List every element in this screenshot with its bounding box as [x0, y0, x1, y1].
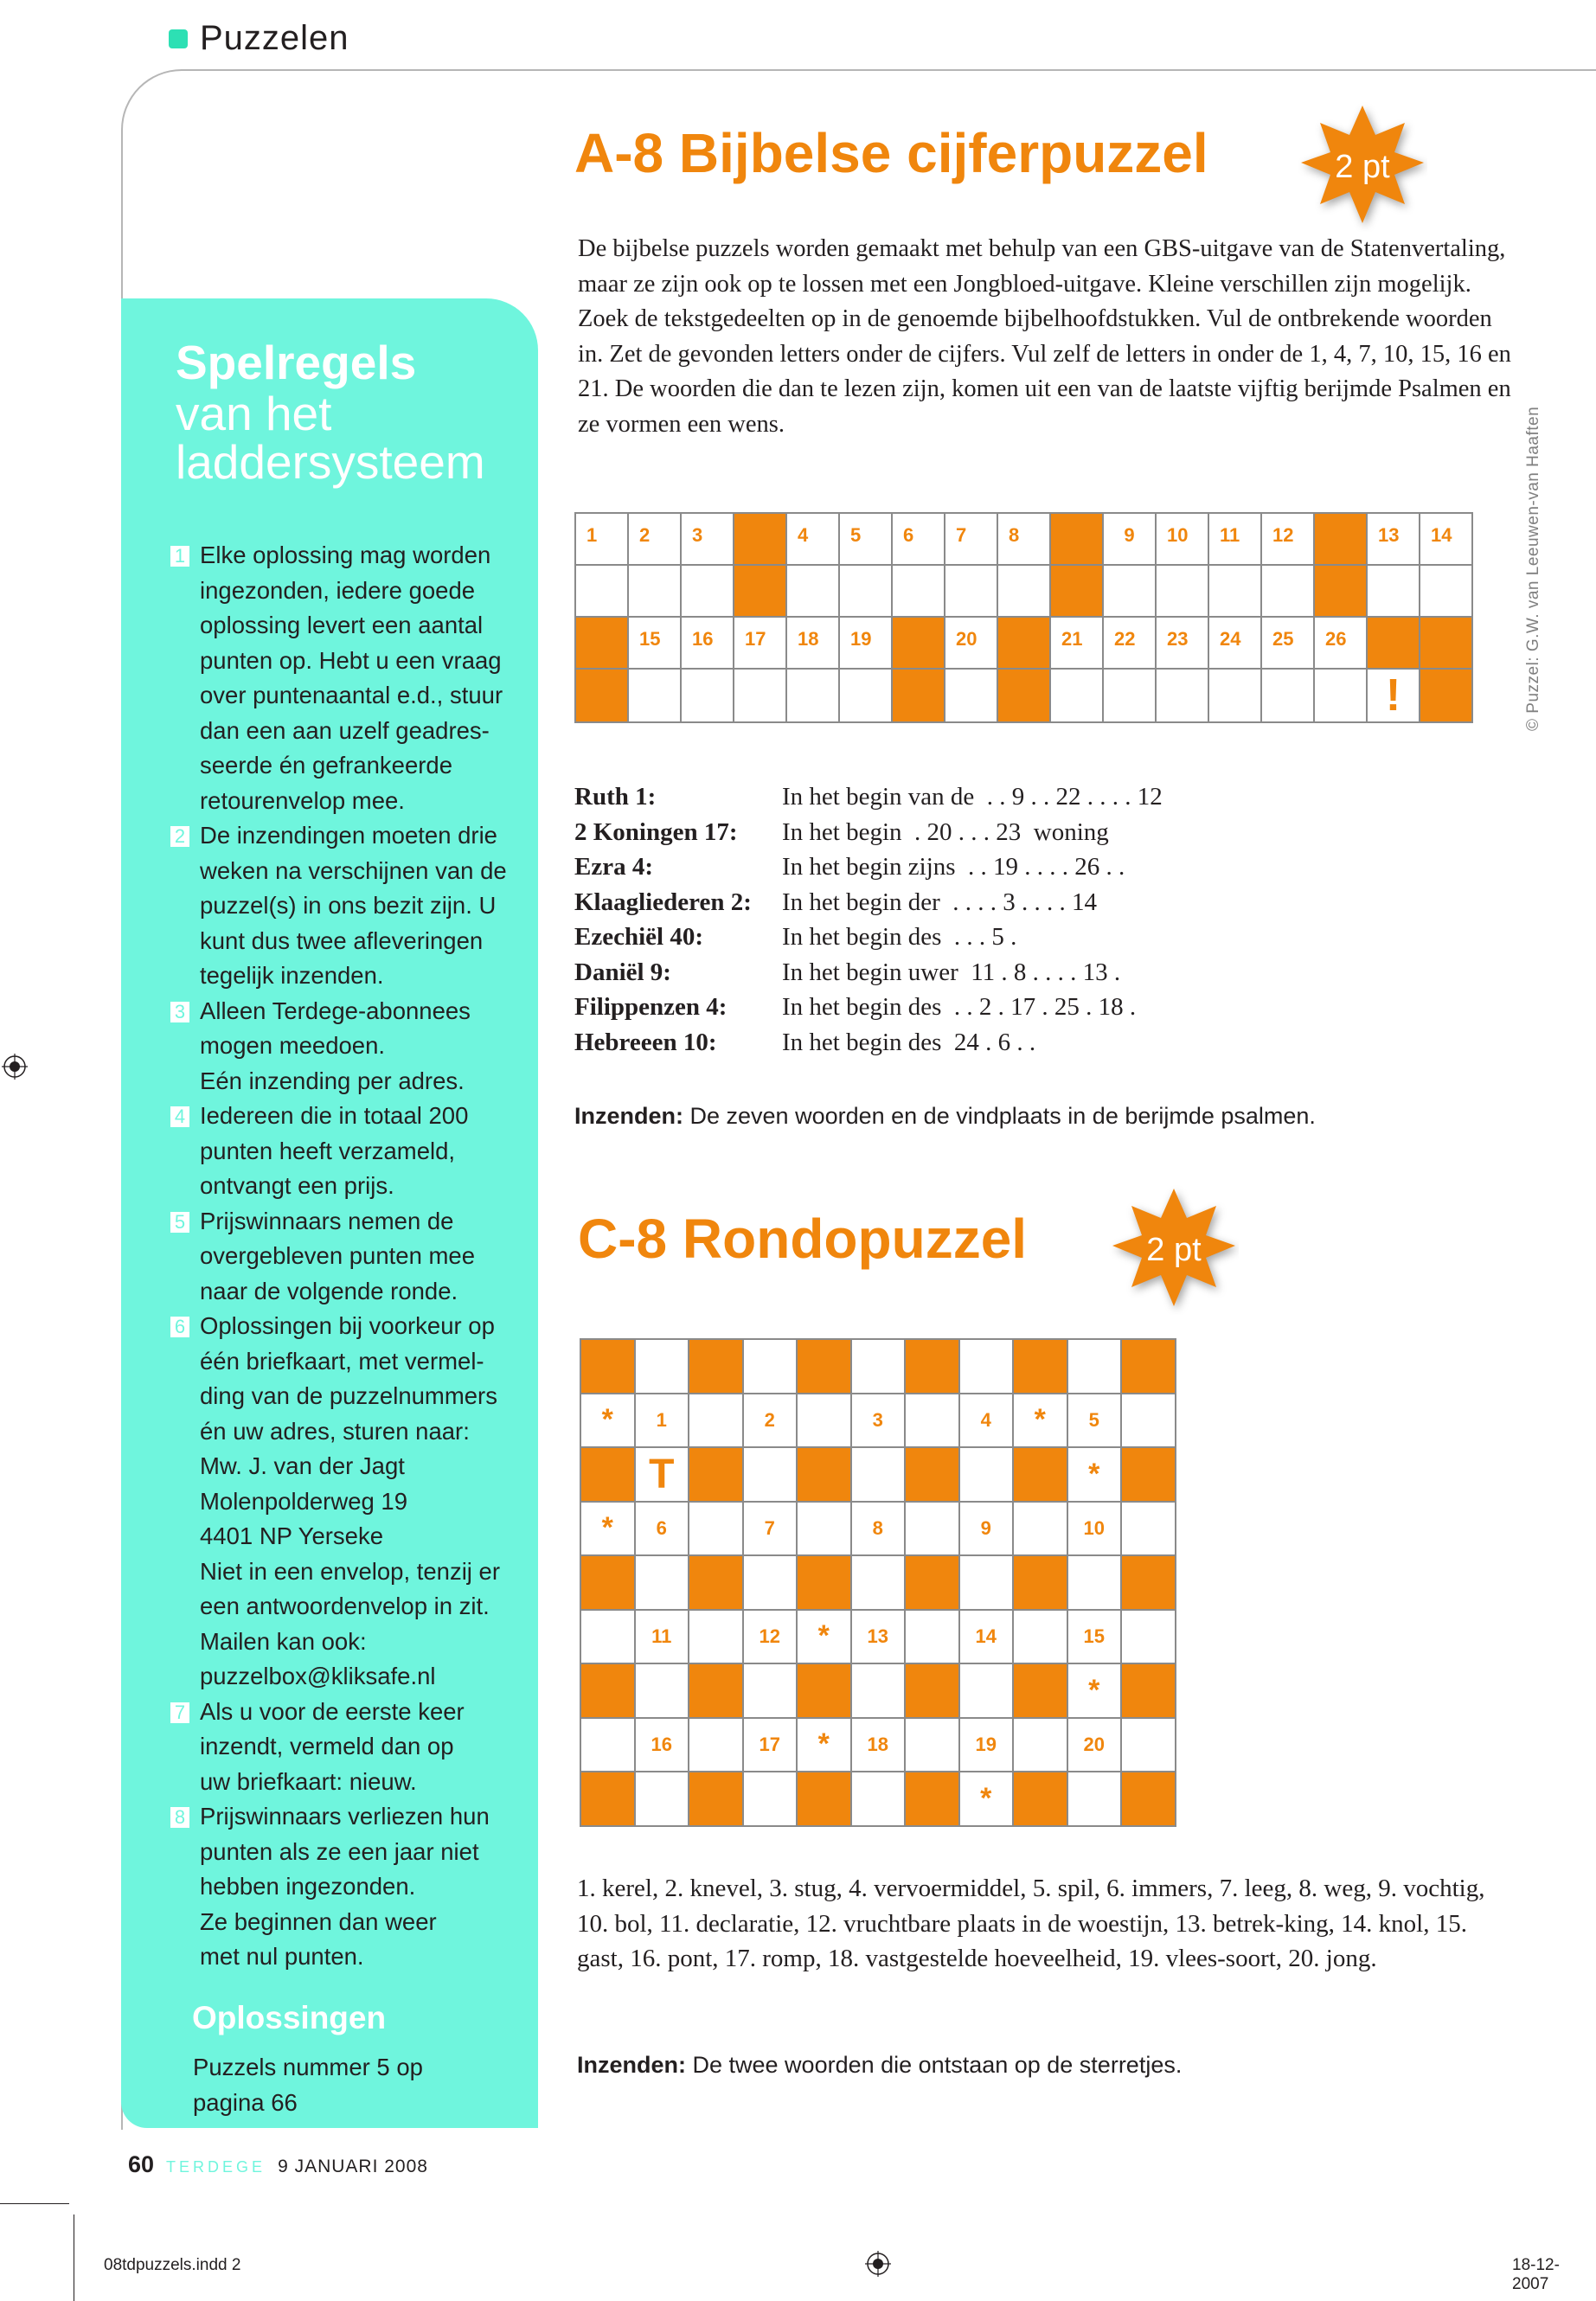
grid-cell[interactable] [734, 669, 786, 722]
sidebar-title: Spelregels [176, 336, 417, 389]
grid-cell-blocked [797, 1339, 851, 1394]
grid-cell-blocked [1050, 513, 1103, 565]
grid-cell[interactable] [786, 565, 839, 617]
grid-cell[interactable] [635, 1772, 689, 1826]
grid-cell[interactable]: T [635, 1447, 689, 1502]
grid-cell[interactable] [1103, 565, 1156, 617]
puzzle-a-submit [574, 1103, 1316, 1130]
grid-cell[interactable] [851, 1555, 906, 1610]
grid-cell[interactable] [839, 669, 892, 722]
grid-cell[interactable]: 14 [959, 1610, 1014, 1664]
grid-cell-blocked [689, 1447, 743, 1502]
rule-item [170, 1204, 532, 1310]
clue-row [574, 1029, 1163, 1064]
grid-cell[interactable] [575, 565, 628, 617]
grid-cell-blocked [892, 617, 945, 669]
grid-cell-blocked [580, 1447, 635, 1502]
grid-cell-blocked [575, 669, 628, 722]
grid-cell[interactable]: * [1013, 1394, 1067, 1448]
grid-cell-blocked [580, 1555, 635, 1610]
intro-paragraph: De bijbelse puzzels worden gemaakt met behulp van een GBS-uitgave van de Statenvertaling, maar ze zijn ook op te lossen met een Jongbloed-uitgave. Kleine verschillen zijn mogelijk. [578, 235, 1506, 298]
grid-cell[interactable]: 21 [1050, 617, 1103, 669]
grid-cell[interactable] [1261, 565, 1314, 617]
grid-cell[interactable]: 4 [786, 513, 839, 565]
grid-cell[interactable]: * [580, 1502, 635, 1556]
grid-cell[interactable]: 8 [851, 1502, 906, 1556]
grid-cell-blocked [1013, 1447, 1067, 1502]
grid-cell[interactable] [905, 1718, 959, 1772]
clue-row [574, 888, 1163, 924]
grid-cell[interactable] [1013, 1718, 1067, 1772]
puzzle-c-points-badge [1109, 1185, 1239, 1315]
grid-cell-blocked [1013, 1772, 1067, 1826]
grid-cell[interactable] [839, 565, 892, 617]
grid-cell-blocked [1314, 513, 1367, 565]
grid-cell[interactable] [797, 1394, 851, 1448]
grid-cell-blocked [905, 1339, 959, 1394]
grid-cell[interactable] [786, 669, 839, 722]
grid-cell[interactable] [635, 1555, 689, 1610]
clue-reference: Ezechiël 40: [574, 923, 703, 951]
grid-cell-blocked [1121, 1663, 1176, 1718]
grid-cell[interactable] [1121, 1610, 1176, 1664]
grid-row [580, 1718, 1176, 1772]
grid-row [580, 1394, 1176, 1448]
grid-cell[interactable] [945, 669, 997, 722]
grid-cell[interactable]: 9 [959, 1502, 1014, 1556]
grid-cell[interactable] [580, 1610, 635, 1664]
grid-cell-blocked [689, 1339, 743, 1394]
grid-cell[interactable]: 22 [1103, 617, 1156, 669]
rules-list [170, 538, 532, 1975]
grid-row [575, 565, 1472, 617]
puzzle-a-intro [578, 232, 1512, 442]
grid-cell[interactable]: 13 [851, 1610, 906, 1664]
grid-cell[interactable]: 11 [1208, 513, 1261, 565]
grid-cell[interactable]: 20 [945, 617, 997, 669]
grid-cell[interactable] [1067, 1772, 1122, 1826]
grid-cell[interactable] [689, 1718, 743, 1772]
points-text: 2 pt [1146, 1231, 1202, 1268]
grid-cell[interactable] [743, 1663, 798, 1718]
grid-cell[interactable]: 10 [1067, 1502, 1122, 1556]
rule-item [170, 1309, 532, 1695]
grid-cell-blocked [797, 1772, 851, 1826]
grid-cell-blocked [1367, 617, 1420, 669]
grid-cell[interactable]: 5 [839, 513, 892, 565]
grid-cell-blocked [689, 1772, 743, 1826]
sidebar-subtitle: van het laddersysteem [176, 387, 485, 489]
clue-reference: Daniël 9: [574, 958, 671, 986]
grid-cell-blocked [892, 669, 945, 722]
grid-cell[interactable]: 17 [743, 1718, 798, 1772]
grid-cell[interactable]: 25 [1261, 617, 1314, 669]
solutions-title: Oplossingen [192, 2000, 387, 2035]
grid-cell[interactable] [743, 1555, 798, 1610]
trim-mark [0, 2203, 69, 2204]
puzzle-c-title: C-8 Rondopuzzel [578, 1208, 1028, 1270]
clue-row [574, 923, 1163, 958]
registration-mark-icon [865, 2251, 891, 2277]
grid-cell[interactable] [1121, 1394, 1176, 1448]
grid-row [580, 1555, 1176, 1610]
grid-cell[interactable]: 14 [1420, 513, 1472, 565]
grid-cell[interactable]: * [797, 1610, 851, 1664]
grid-cell[interactable]: * [1067, 1447, 1122, 1502]
grid-cell-blocked [1314, 565, 1367, 617]
grid-cell[interactable] [851, 1772, 906, 1826]
grid-cell[interactable] [743, 1772, 798, 1826]
grid-cell[interactable] [1013, 1502, 1067, 1556]
grid-cell[interactable] [681, 565, 734, 617]
grid-cell-blocked [905, 1663, 959, 1718]
puzzle-c-submit [577, 2052, 1182, 2079]
rule-item [170, 1799, 532, 1975]
grid-row [580, 1447, 1176, 1502]
puzzle-a-grid [574, 512, 1473, 723]
grid-cell[interactable] [1067, 1339, 1122, 1394]
rule-text: Oplossingen bij voorkeur op één briefkaart, met vermel- ding van de puzzelnummers én uw adres, sturen naar: Mw. J. van der Jagt Molenpolderweg 19 4401 NP Yerseke Niet in een envelop, tenzij er een antwoordenvelop in zit. Mailen kan ook: puzzelbox@kliksafe.nl [200, 1312, 501, 1689]
grid-cell-blocked [997, 669, 1050, 722]
grid-cell-blocked [797, 1555, 851, 1610]
rule-item [170, 1695, 532, 1800]
grid-cell[interactable] [851, 1339, 906, 1394]
grid-cell[interactable] [628, 669, 681, 722]
grid-row [575, 617, 1472, 669]
rule-text: Elke oplossing mag worden ingezonden, iedere goede oplossing levert een aantal punten op. Hebt u een vraag over puntenaantal e.d., stuur dan een aan uzelf geadres- seerde én gefrankeerde retourenvelop mee. [200, 542, 503, 814]
clue-row [574, 783, 1163, 818]
rule-number: 8 [170, 1807, 189, 1828]
rule-text: Prijswinnaars nemen de overgebleven punten mee naar de volgende ronde. [200, 1207, 476, 1304]
registration-mark-icon [2, 1054, 28, 1080]
grid-cell-blocked [1121, 1447, 1176, 1502]
rule-item [170, 1099, 532, 1204]
clue-row [574, 853, 1163, 888]
rule-number: 5 [170, 1212, 189, 1233]
grid-cell[interactable] [959, 1663, 1014, 1718]
intro-paragraph: Zoek de tekstgedeelten op in de genoemde bijbelhoofdstukken. Vul de ontbrekende woorden in. Zet de gevonden letters onder de cijfers. Vul zelf de letters in onder de 1, 4, 7, 10, 15, 16 en 21. De woorden die dan te lezen zijn, komen uit een van de laatste vijftig berijmde Psalmen en ze vormen een wens. [578, 305, 1511, 438]
grid-cell[interactable] [1367, 565, 1420, 617]
clue-reference: Hebreeen 10: [574, 1028, 717, 1056]
grid-cell[interactable] [1156, 565, 1208, 617]
grid-cell[interactable]: 18 [851, 1718, 906, 1772]
grid-row [580, 1772, 1176, 1826]
grid-cell[interactable]: 12 [1261, 513, 1314, 565]
grid-cell-blocked [905, 1447, 959, 1502]
grid-cell[interactable] [959, 1447, 1014, 1502]
grid-cell-blocked [1013, 1663, 1067, 1718]
rule-text: Als u voor de eerste keer inzendt, vermeld dan op uw briefkaart: nieuw. [200, 1697, 465, 1795]
grid-cell[interactable] [1314, 669, 1367, 722]
clue-text: In het begin van de . . 9 . . 22 . . . . 12 [782, 783, 1163, 811]
grid-cell[interactable] [959, 1339, 1014, 1394]
magazine-name: TERDEGE [166, 2158, 266, 2176]
grid-cell[interactable]: * [580, 1394, 635, 1448]
grid-cell[interactable]: 18 [786, 617, 839, 669]
clue-list [574, 783, 1163, 1063]
grid-cell-blocked [797, 1663, 851, 1718]
grid-cell[interactable] [1103, 669, 1156, 722]
grid-cell[interactable] [945, 565, 997, 617]
grid-cell-blocked [905, 1555, 959, 1610]
rule-number: 4 [170, 1106, 189, 1127]
grid-cell[interactable] [1121, 1502, 1176, 1556]
grid-cell[interactable]: 20 [1067, 1718, 1122, 1772]
grid-cell[interactable]: 12 [743, 1610, 798, 1664]
grid-cell[interactable] [905, 1502, 959, 1556]
grid-cell[interactable]: 26 [1314, 617, 1367, 669]
rule-number: 6 [170, 1317, 189, 1337]
submit-label: Inzenden: [577, 2052, 686, 2078]
grid-cell[interactable] [797, 1502, 851, 1556]
grid-cell-blocked [580, 1772, 635, 1826]
grid-cell-blocked [905, 1772, 959, 1826]
grid-cell[interactable]: 19 [959, 1718, 1014, 1772]
grid-cell[interactable]: 19 [839, 617, 892, 669]
grid-cell[interactable]: 1 [635, 1394, 689, 1448]
grid-cell[interactable] [1420, 565, 1472, 617]
grid-cell[interactable] [892, 565, 945, 617]
grid-cell[interactable] [1050, 669, 1103, 722]
grid-cell[interactable]: 3 [681, 513, 734, 565]
rule-number: 3 [170, 1002, 189, 1022]
grid-row [580, 1502, 1176, 1556]
grid-cell[interactable]: 16 [681, 617, 734, 669]
puzzle-a-title: A-8 Bijbelse cijferpuzzel [574, 122, 1208, 184]
grid-cell[interactable] [1208, 669, 1261, 722]
grid-cell[interactable] [959, 1555, 1014, 1610]
grid-cell[interactable]: 3 [851, 1394, 906, 1448]
grid-cell-blocked [689, 1663, 743, 1718]
grid-cell-blocked [1050, 565, 1103, 617]
grid-cell-blocked [1121, 1555, 1176, 1610]
clue-row [574, 958, 1163, 994]
clue-row [574, 818, 1163, 854]
puzzle-c-clue-words: 1. kerel, 2. knevel, 3. stug, 4. vervoermiddel, 5. spil, 6. immers, 7. leeg, 8. weg, 9. vochtig, 10. bol, 11. declaratie, 12. vruchtbare plaats in de woestijn, 13. betrek-king, 14. knol, 15. gast, 16. pont, 17. romp, 18. vastgestelde hoeveelheid, 19. vlees-soort, 20. jong. [577, 1875, 1485, 1972]
grid-cell[interactable]: 7 [945, 513, 997, 565]
grid-cell-blocked [1013, 1339, 1067, 1394]
grid-cell[interactable]: 24 [1208, 617, 1261, 669]
grid-cell[interactable]: * [1067, 1663, 1122, 1718]
puzzle-a-points-badge [1298, 102, 1427, 232]
grid-cell[interactable]: 16 [635, 1718, 689, 1772]
section-square-icon [169, 29, 188, 48]
clue-text: In het begin des . . 2 . 17 . 25 . 18 . [782, 993, 1137, 1021]
grid-cell[interactable]: 15 [628, 617, 681, 669]
grid-cell[interactable] [1156, 669, 1208, 722]
grid-cell[interactable] [689, 1610, 743, 1664]
clue-reference: Filippenzen 4: [574, 993, 727, 1021]
print-slug-file: 08tdpuzzels.indd 2 [104, 2256, 241, 2274]
grid-cell[interactable] [1121, 1718, 1176, 1772]
rule-text: Alleen Terdege-abonnees mogen meedoen. Eén inzending per adres. [200, 997, 471, 1094]
clue-text: In het begin uwer 11 . 8 . . . . 13 . [782, 958, 1121, 986]
grid-cell[interactable]: 9 [1103, 513, 1156, 565]
grid-cell[interactable]: * [797, 1718, 851, 1772]
section-label: Puzzelen [200, 19, 349, 57]
grid-cell[interactable] [1208, 565, 1261, 617]
clue-reference: Klaagliederen 2: [574, 888, 752, 916]
grid-cell[interactable] [628, 565, 681, 617]
grid-cell[interactable]: 2 [628, 513, 681, 565]
grid-cell-blocked [1121, 1339, 1176, 1394]
grid-cell[interactable]: 13 [1367, 513, 1420, 565]
grid-cell[interactable] [851, 1447, 906, 1502]
grid-cell[interactable] [689, 1394, 743, 1448]
rule-number: 2 [170, 826, 189, 847]
page-number: 60 [128, 2151, 155, 2177]
grid-cell-blocked [580, 1339, 635, 1394]
grid-cell-blocked [734, 565, 786, 617]
grid-cell[interactable]: 17 [734, 617, 786, 669]
grid-cell[interactable]: 15 [1067, 1610, 1122, 1664]
grid-cell[interactable] [1261, 669, 1314, 722]
grid-cell[interactable]: 2 [743, 1394, 798, 1448]
grid-cell[interactable]: * [959, 1772, 1014, 1826]
grid-cell[interactable] [635, 1339, 689, 1394]
grid-cell-blocked [1121, 1772, 1176, 1826]
grid-cell-blocked [1420, 669, 1472, 722]
grid-cell[interactable]: 7 [743, 1502, 798, 1556]
clue-text: In het begin des 24 . 6 . . [782, 1028, 1036, 1056]
grid-cell-blocked [797, 1447, 851, 1502]
grid-cell-exclamation[interactable]: ! [1367, 669, 1420, 722]
clue-row [574, 993, 1163, 1029]
grid-cell-blocked [734, 513, 786, 565]
rule-item [170, 818, 532, 994]
rule-number: 1 [170, 546, 189, 567]
grid-row [575, 669, 1472, 722]
rule-number: 7 [170, 1702, 189, 1723]
grid-cell[interactable]: 23 [1156, 617, 1208, 669]
grid-row [575, 513, 1472, 565]
clue-text: In het begin . 20 . . . 23 woning [782, 817, 1109, 846]
grid-cell[interactable] [743, 1339, 798, 1394]
submit-text: De twee woorden die ontstaan op de sterretjes. [686, 2052, 1183, 2078]
clue-reference: 2 Koningen 17: [574, 817, 738, 846]
grid-row [580, 1663, 1176, 1718]
grid-row [580, 1339, 1176, 1394]
grid-cell[interactable] [689, 1502, 743, 1556]
puzzle-c-grid [580, 1338, 1176, 1827]
rule-text: Iedereen die in totaal 200 punten heeft verzameld, ontvangt een prijs. [200, 1102, 469, 1199]
grid-cell[interactable] [743, 1447, 798, 1502]
grid-cell[interactable] [905, 1394, 959, 1448]
solutions-text: Puzzels nummer 5 op pagina 66 [193, 2054, 423, 2116]
grid-cell[interactable] [1067, 1555, 1122, 1610]
grid-row [580, 1610, 1176, 1664]
grid-cell[interactable] [681, 669, 734, 722]
clue-reference: Ruth 1: [574, 783, 657, 811]
rule-text: De inzendingen moeten drie weken na verschijnen van de puzzel(s) in ons bezit zijn. U kunt dus twee afleveringen tegelijk inzenden. [200, 822, 507, 989]
submit-label: Inzenden: [574, 1103, 683, 1129]
grid-cell[interactable] [1013, 1610, 1067, 1664]
grid-cell[interactable] [997, 565, 1050, 617]
points-text: 2 pt [1335, 148, 1390, 185]
clue-reference: Ezra 4: [574, 853, 653, 881]
grid-cell[interactable]: 4 [959, 1394, 1014, 1448]
page-footer [128, 2151, 428, 2178]
submit-text: De zeven woorden en de vindplaats in de berijmde psalmen. [683, 1103, 1316, 1129]
grid-cell-blocked [1013, 1555, 1067, 1610]
grid-cell[interactable]: 11 [635, 1610, 689, 1664]
clue-text: In het begin zijns . . 19 . . . . 26 . . [782, 853, 1125, 881]
rule-text: Prijswinnaars verliezen hun punten als ze een jaar niet hebben ingezonden. Ze beginnen dan weer met nul punten. [200, 1803, 490, 1970]
section-tag [169, 19, 349, 58]
grid-cell[interactable]: 6 [892, 513, 945, 565]
clue-text: In het begin des . . . 5 . [782, 923, 1017, 951]
grid-cell[interactable]: 1 [575, 513, 628, 565]
grid-cell-blocked [575, 617, 628, 669]
grid-cell[interactable] [851, 1663, 906, 1718]
rule-item [170, 994, 532, 1099]
grid-cell[interactable]: 8 [997, 513, 1050, 565]
puzzle-credit: © Puzzel: G.W. van Leeuwen-van Haaften [1524, 406, 1542, 731]
grid-cell[interactable] [905, 1610, 959, 1664]
grid-cell[interactable]: 10 [1156, 513, 1208, 565]
grid-cell-blocked [580, 1663, 635, 1718]
rule-item [170, 538, 532, 818]
clue-text: In het begin der . . . . 3 . . . . 14 [782, 888, 1098, 916]
grid-cell-blocked [1420, 617, 1472, 669]
print-slug-date: 18-12-2007 [1512, 2256, 1560, 2293]
grid-cell[interactable]: 5 [1067, 1394, 1122, 1448]
grid-cell-blocked [997, 617, 1050, 669]
grid-cell[interactable] [635, 1663, 689, 1718]
grid-cell[interactable] [580, 1718, 635, 1772]
grid-cell-blocked [689, 1555, 743, 1610]
issue-date: 9 JANUARI 2008 [278, 2157, 428, 2176]
grid-cell[interactable]: 6 [635, 1502, 689, 1556]
